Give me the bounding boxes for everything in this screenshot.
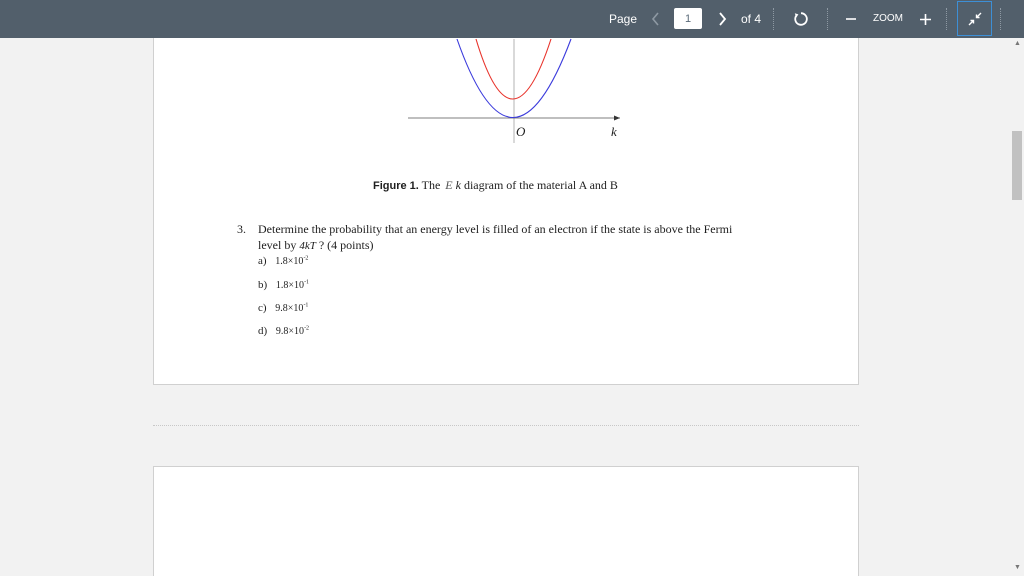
question-number: 3. <box>237 222 246 236</box>
option-value: 9.8×10 <box>275 326 305 337</box>
answer-option <box>258 325 309 337</box>
vertical-scrollbar[interactable] <box>1010 38 1024 576</box>
document-page <box>153 38 859 385</box>
caption-k-symbol: k <box>455 178 461 192</box>
answer-option <box>258 302 308 314</box>
collapse-arrows-icon <box>967 11 983 27</box>
figure-caption <box>373 178 618 193</box>
page-label: Page <box>609 12 638 26</box>
page-number-input[interactable] <box>674 8 702 29</box>
caption-prefix: Figure 1. <box>373 180 419 192</box>
option-exponent: -1 <box>304 279 310 286</box>
answer-option <box>258 255 308 267</box>
caption-the: The <box>421 178 441 192</box>
option-letter: b) <box>258 279 268 291</box>
toolbar-separator <box>773 8 774 30</box>
option-letter: a) <box>258 255 267 267</box>
previous-page-button[interactable] <box>648 0 664 38</box>
question-text-line2 <box>258 238 373 253</box>
option-exponent: -2 <box>303 255 309 262</box>
caption-e-symbol: E <box>445 178 453 192</box>
zoom-out-button[interactable] <box>844 0 858 38</box>
question-line2-suffix: ? (4 points) <box>318 238 374 252</box>
rotate-icon <box>793 11 809 27</box>
option-letter: c) <box>258 302 267 314</box>
origin-label: O <box>516 124 526 139</box>
question-text-line1: Determine the probability that an energy level is filled of an electron if the state is above the Fermi <box>258 222 733 236</box>
rotate-button[interactable] <box>791 0 811 38</box>
toolbar-separator <box>827 8 828 30</box>
zoom-in-button[interactable] <box>917 0 933 38</box>
document-page <box>153 466 859 576</box>
page-count: of 4 <box>741 12 762 26</box>
option-letter: d) <box>258 325 268 337</box>
scrollbar-thumb[interactable] <box>1012 131 1022 200</box>
toolbar-separator <box>1000 8 1001 30</box>
document-viewport[interactable] <box>0 38 1024 576</box>
page-divider <box>153 425 859 426</box>
chevron-right-icon <box>717 12 727 26</box>
scroll-down-arrow-icon[interactable]: ▼ <box>1014 564 1021 571</box>
fit-page-button[interactable] <box>957 1 992 36</box>
k-axis-label: k <box>611 124 617 139</box>
option-value: 1.8×10 <box>275 280 305 291</box>
chevron-left-icon <box>651 12 661 26</box>
option-value: 9.8×10 <box>275 303 304 314</box>
ek-diagram <box>154 38 860 149</box>
option-value: 1.8×10 <box>275 256 304 267</box>
viewer-toolbar <box>0 0 1024 38</box>
question-line2-prefix: level by <box>258 238 297 252</box>
scroll-up-arrow-icon[interactable]: ▲ <box>1014 40 1021 47</box>
answer-option <box>258 279 309 291</box>
caption-text: diagram of the material A and B <box>463 178 618 192</box>
toolbar-separator <box>946 8 947 30</box>
zoom-label: ZOOM <box>873 13 903 24</box>
option-exponent: -1 <box>303 302 309 309</box>
plus-icon <box>919 13 932 26</box>
minus-icon <box>845 13 857 25</box>
question-line2-math: 4kT <box>299 240 316 252</box>
next-page-button[interactable] <box>714 0 730 38</box>
option-exponent: -2 <box>304 325 310 332</box>
